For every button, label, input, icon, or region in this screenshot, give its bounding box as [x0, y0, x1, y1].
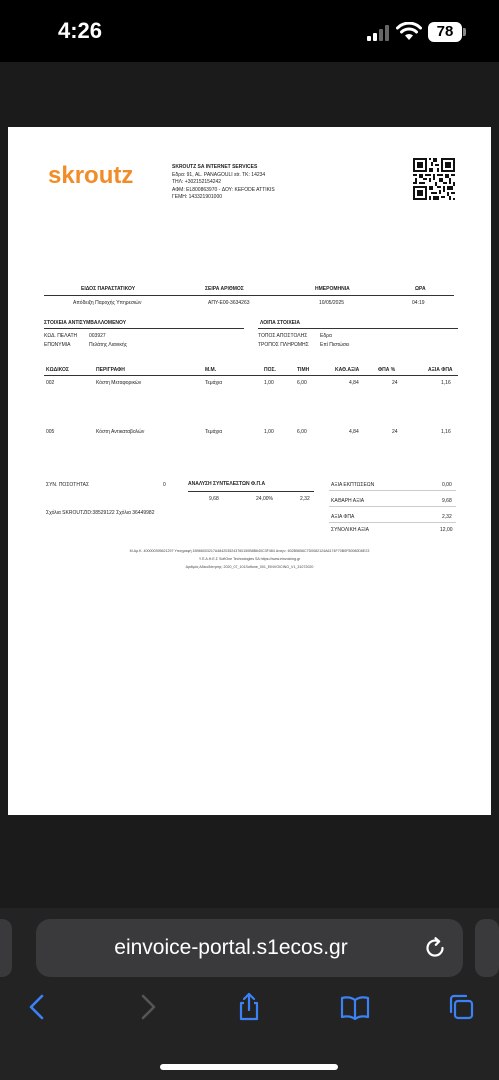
back-icon[interactable] — [23, 992, 53, 1022]
item-description: Κόστη Μεταφορικών — [96, 380, 142, 386]
vat-amount: 2,32 — [300, 496, 310, 502]
other-info-title: ΛΟΙΠΑ ΣΤΟΙΧΕΙΑ — [260, 320, 301, 326]
invoice-page — [8, 127, 491, 815]
address-bar[interactable] — [36, 919, 463, 977]
customer-code-value: 003927 — [89, 333, 106, 339]
customer-code-label: ΚΩΔ. ΠΕΛΑΤΗ — [44, 333, 78, 339]
net-value-label: ΚΑΘΑΡΗ ΑΞΙΑ — [331, 498, 365, 504]
dispatch-place-label: ΤΟΠΟΣ ΑΠΟΣΤΟΛΗΣ — [258, 333, 308, 339]
item-description: Κόστη Αντικαταβολών — [96, 429, 145, 435]
item-unit: Τεμάχια — [205, 380, 223, 386]
qr-code-icon — [413, 158, 455, 200]
discount-label: ΑΞΙΑ ΕΚΠΤΩΣΕΩΝ — [331, 482, 375, 488]
grand-total-label: ΣΥΝΟΛΙΚΗ ΑΞΙΑ — [331, 527, 369, 533]
item-price: 6,00 — [297, 380, 307, 386]
company-tax: ΑΦΜ: EL800863970 - ΔΟΥ: KEFODE ATTIKIS — [172, 186, 275, 193]
doc-series-value: ΑΠΥ-Ε00-3634263 — [208, 300, 250, 306]
doc-time-header: ΩΡΑ — [415, 286, 426, 292]
item-code: 002 — [46, 380, 55, 386]
company-name: SKROUTZ SA INTERNET SERVICES — [172, 164, 258, 170]
col-header-price: ΤΙΜΗ — [297, 367, 310, 373]
item-code: 005 — [46, 429, 55, 435]
vat-rate: 24,00% — [256, 496, 273, 502]
payment-method-value: Επί Πιστώσει — [320, 342, 350, 348]
company-gemi: ΓΕΜΗ: 143321901000 — [172, 194, 223, 201]
col-header-unit: Μ.Μ. — [205, 367, 217, 373]
status-time: 4:26 — [58, 18, 103, 43]
col-header-code: ΚΩΔΙΚΟΣ — [46, 367, 69, 373]
company-phone: ΤΗΛ: +302152154242 — [172, 179, 222, 186]
total-quantity-label: ΣΥΝ. ΠΟΣΟΤΗΤΑΣ — [46, 482, 90, 488]
col-header-vat-percent: ΦΠΑ % — [378, 367, 396, 373]
item-unit: Τεμάχια — [205, 429, 223, 435]
counterpart-title: ΣΤΟΙΧΕΙΑ ΑΝΤΙΣΥΜΒΑΛΛΟΜΕΝΟΥ — [44, 320, 127, 326]
divider — [329, 506, 456, 507]
item-price: 6,00 — [297, 429, 307, 435]
forward-icon[interactable] — [132, 992, 162, 1022]
battery-indicator: 78 — [428, 22, 462, 42]
doc-date-header: ΗΜΕΡΟΜΗΝΙΑ — [315, 286, 350, 292]
company-address: Εδρα: 91, AL. PANAGOULI str. ΤΚ: 14234 — [172, 171, 266, 178]
col-header-quantity: ΠΟΣ. — [264, 367, 276, 373]
divider — [329, 490, 456, 491]
company-info — [172, 164, 275, 202]
company-logo: skroutz — [48, 162, 134, 189]
total-quantity-value: 0 — [163, 482, 166, 488]
doc-series-header: ΣΕΙΡΑ ΑΡΙΘΜΟΣ — [205, 286, 244, 292]
mark-signature: Μ.Αρ.Κ. 400000395621297 Υπογραφή 1B966003217A4842035243760150B8B640C3F484 Αναγν. 602B5656C7D0082124A6174F70B0F50080D6E23 — [129, 549, 370, 553]
net-value-total: 9,68 — [442, 498, 452, 504]
item-vat-value: 1,16 — [441, 429, 451, 435]
divider — [329, 522, 456, 523]
discount-value: 0,00 — [442, 482, 452, 488]
document-viewer[interactable] — [0, 62, 499, 908]
url-text: einvoice-portal.s1ecos.gr — [114, 936, 348, 959]
provider-info: Υ.Π.Α.Η.Ε.Σ SoftOne Technologies SA https://www.einvoicing.gr — [198, 557, 301, 561]
tabs-icon[interactable] — [446, 992, 476, 1022]
customer-name-label: ΕΠΩΝΥΜΙΑ — [44, 342, 71, 348]
col-header-description: ΠΕΡΙΓΡΑΦΗ — [96, 367, 125, 373]
item-quantity: 1,00 — [264, 429, 274, 435]
divider — [44, 295, 454, 296]
doc-type-header: ΕΙΔΟΣ ΠΑΡΑΣΤΑΤΙΚΟΥ — [81, 286, 136, 292]
doc-type-value: Απόδειξη Παροχής Υπηρεσιών — [73, 300, 142, 306]
item-net-value: 4,84 — [349, 380, 359, 386]
item-vat-value: 1,16 — [441, 380, 451, 386]
divider — [44, 328, 244, 329]
doc-date-value: 10/05/2025 — [319, 300, 345, 306]
share-icon[interactable] — [234, 992, 264, 1022]
status-bar — [0, 0, 499, 62]
divider — [44, 375, 458, 376]
item-vat-percent: 24 — [392, 380, 398, 386]
payment-method-label: ΤΡΟΠΟΣ ΠΛΗΡΩΜΗΣ — [258, 342, 309, 348]
browser-toolbar — [0, 908, 499, 1080]
bookmarks-icon[interactable] — [340, 992, 370, 1022]
col-header-vat-value: ΑΞΙΑ ΦΠΑ — [428, 367, 453, 373]
item-net-value: 4,84 — [349, 429, 359, 435]
vat-total-value: 2,32 — [442, 514, 452, 520]
grand-total-value: 12,00 — [440, 527, 453, 533]
item-quantity: 1,00 — [264, 380, 274, 386]
reload-icon[interactable] — [422, 935, 448, 961]
cellular-signal-icon — [367, 25, 391, 41]
comments: Σχόλια SKROUTZID:38529122 Σχόλια 36449982 — [46, 510, 155, 516]
vat-total-label: ΑΞΙΑ ΦΠΑ — [331, 514, 355, 520]
col-header-net-value: ΚΑΘ.ΑΞΙΑ — [335, 367, 360, 373]
dispatch-place-value: Εδρα — [320, 333, 332, 339]
previous-tab-preview[interactable] — [0, 919, 12, 977]
customer-name-value: Πελάτης Λιανικής — [89, 342, 128, 348]
home-indicator[interactable] — [160, 1064, 338, 1070]
next-tab-preview[interactable] — [475, 919, 499, 977]
item-vat-percent: 24 — [392, 429, 398, 435]
doc-time-value: 04:19 — [412, 300, 425, 306]
divider — [188, 491, 314, 492]
wifi-icon — [396, 22, 422, 42]
license-number: Αριθμός Αδειοδότησης: 2020_07_101Softone_001_EINVOICING_V1_31072020 — [185, 565, 314, 569]
vat-net-amount: 9,68 — [209, 496, 219, 502]
invoice-footer — [8, 547, 491, 571]
vat-analysis-title: ΑΝΑΛΥΣΗ ΣΥΝΤΕΛΕΣΤΩΝ Φ.Π.Α — [188, 481, 266, 487]
divider — [258, 328, 458, 329]
